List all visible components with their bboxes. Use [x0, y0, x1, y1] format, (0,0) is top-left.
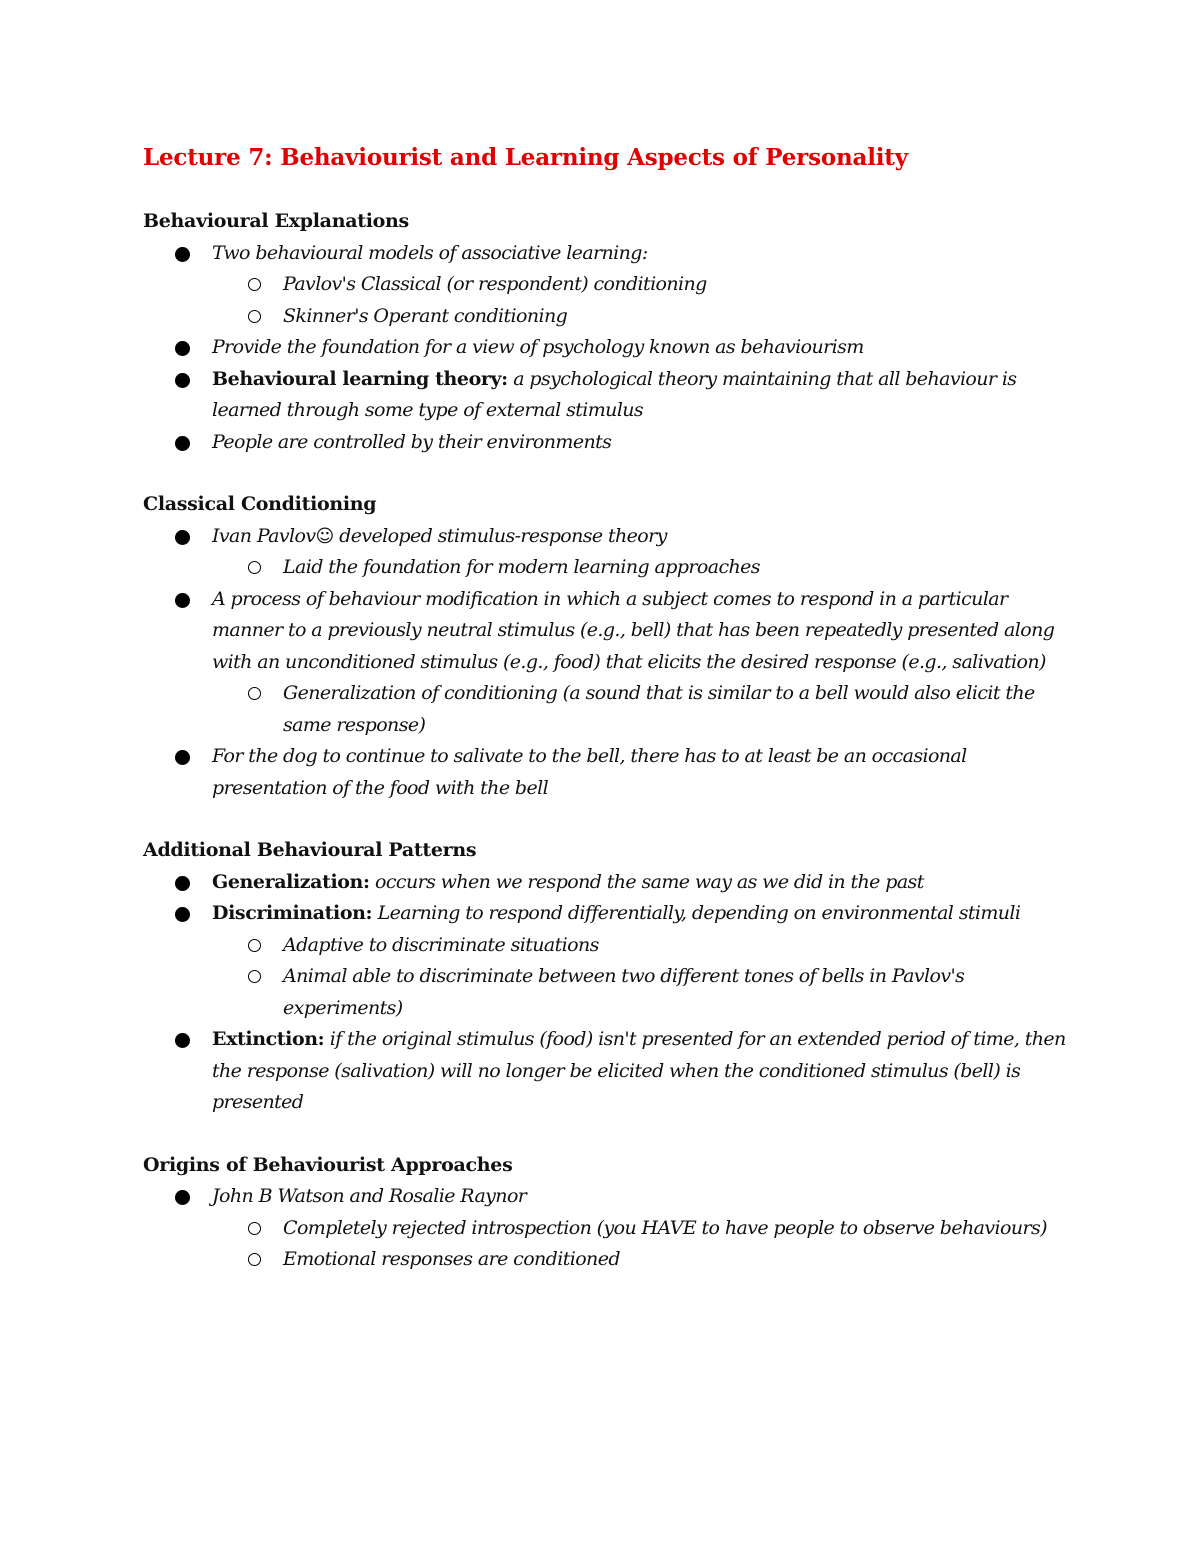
list-item [143, 238, 1073, 333]
list-item [143, 521, 1073, 584]
item-text: occurs when we respond the same way as we did in the past [375, 870, 924, 893]
hollow-bullet-icon [248, 561, 261, 574]
section-origins-of-behaviourist-approaches [143, 1150, 1073, 1276]
sub-item-text: Pavlov's Classical (or respondent) conditioning [283, 273, 707, 295]
section-classical-conditioning [143, 489, 1073, 804]
sub-bullet-list [143, 678, 1073, 741]
sub-item-text: Laid the foundation for modern learning approaches [283, 556, 760, 578]
hollow-bullet-icon [248, 1222, 261, 1235]
item-term: Discrimination: [212, 902, 373, 924]
filled-bullet-icon [175, 1190, 190, 1205]
section-additional-behavioural-patterns [143, 835, 1073, 1119]
list-item [143, 867, 1073, 899]
item-text: a psychological theory maintaining that all behaviour is learned through some type of external stimulus [212, 367, 1017, 421]
bullet-list [143, 521, 1073, 805]
sub-list-item [143, 269, 1073, 301]
list-item [143, 332, 1073, 364]
sub-bullet-list [143, 552, 1073, 584]
sub-list-item [143, 301, 1073, 333]
filled-bullet-icon [175, 436, 190, 451]
sub-item-text: Completely rejected introspection (you HAVE to have people to observe behaviours) [283, 1216, 1047, 1239]
bullet-list [143, 1181, 1073, 1276]
sub-bullet-list [143, 930, 1073, 1025]
sub-item-text: Generalization of conditioning (a sound that is similar to a bell would also elicit the same response) [283, 682, 1035, 736]
item-text: if the original stimulus (food) isn't presented for an extended period of time, then the response (salivation) will no longer be elicited when the conditioned stimulus (bell) is presented [212, 1028, 1066, 1113]
page-title: Lecture 7: Behaviourist and Learning Aspects of Personality [143, 144, 908, 171]
filled-bullet-icon [175, 876, 190, 891]
smiley-icon: ☺ [315, 525, 334, 547]
hollow-bullet-icon [248, 310, 261, 323]
item-text: Learning to respond differentially, depending on environmental stimuli [377, 902, 1021, 924]
filled-bullet-icon [175, 1033, 190, 1048]
section-heading: Origins of Behaviourist Approaches [143, 1153, 513, 1176]
filled-bullet-icon [175, 750, 190, 765]
sub-list-item [143, 678, 1073, 741]
sub-list-item [143, 930, 1073, 962]
item-text: John B Watson and Rosalie Raynor [212, 1185, 527, 1207]
sub-list-item [143, 552, 1073, 584]
list-item [143, 898, 1073, 1024]
item-text: Provide the foundation for a view of psychology known as behaviourism [212, 336, 864, 358]
list-item [143, 364, 1073, 427]
bullet-list [143, 238, 1073, 459]
list-item [143, 1024, 1073, 1119]
section-heading: Additional Behavioural Patterns [143, 839, 477, 861]
hollow-bullet-icon [248, 278, 261, 291]
item-term: Generalization: [212, 870, 370, 893]
section-heading: Behavioural Explanations [143, 210, 409, 232]
item-text: For the dog to continue to salivate to the bell, there has to at least be an occasional presentation of the food with the bell [212, 745, 967, 799]
hollow-bullet-icon [248, 939, 261, 952]
sub-bullet-list [143, 269, 1073, 332]
sub-bullet-list [143, 1213, 1073, 1276]
list-item [143, 741, 1073, 804]
hollow-bullet-icon [248, 970, 261, 983]
filled-bullet-icon [175, 341, 190, 356]
list-item [143, 1181, 1073, 1276]
filled-bullet-icon [175, 593, 190, 608]
filled-bullet-icon [175, 247, 190, 262]
bullet-list [143, 867, 1073, 1119]
filled-bullet-icon [175, 373, 190, 388]
sub-item-text: Skinner's Operant conditioning [283, 304, 568, 327]
sub-item-text: Adaptive to discriminate situations [283, 933, 599, 956]
sub-list-item [143, 1213, 1073, 1245]
item-text-before: Ivan Pavlov [212, 524, 316, 547]
filled-bullet-icon [175, 530, 190, 545]
section-heading: Classical Conditioning [143, 493, 377, 515]
hollow-bullet-icon [248, 1253, 261, 1266]
section-behavioural-explanations [143, 206, 1073, 458]
item-text: developed stimulus-response theory [339, 524, 667, 547]
sub-item-text: Animal able to discriminate between two different tones of bells in Pavlov's experiments) [283, 965, 965, 1019]
list-item [143, 584, 1073, 742]
hollow-bullet-icon [248, 687, 261, 700]
item-text: People are controlled by their environments [212, 430, 612, 453]
item-term: Behavioural learning theory: [212, 367, 508, 390]
item-text: Two behavioural models of associative learning: [212, 241, 648, 264]
item-text: A process of behaviour modification in which a subject comes to respond in a particular manner to a previously neutral stimulus (e.g., bell) that has been repeatedly presented along with an unconditioned stimulus (e.g., food) that elicits the desired response (e.g., salivation) [212, 587, 1055, 673]
filled-bullet-icon [175, 907, 190, 922]
document-content [143, 140, 1073, 1307]
sub-item-text: Emotional responses are conditioned [283, 1248, 620, 1270]
item-term: Extinction: [212, 1028, 325, 1050]
sub-list-item [143, 961, 1073, 1024]
sub-list-item [143, 1244, 1073, 1276]
list-item [143, 427, 1073, 459]
